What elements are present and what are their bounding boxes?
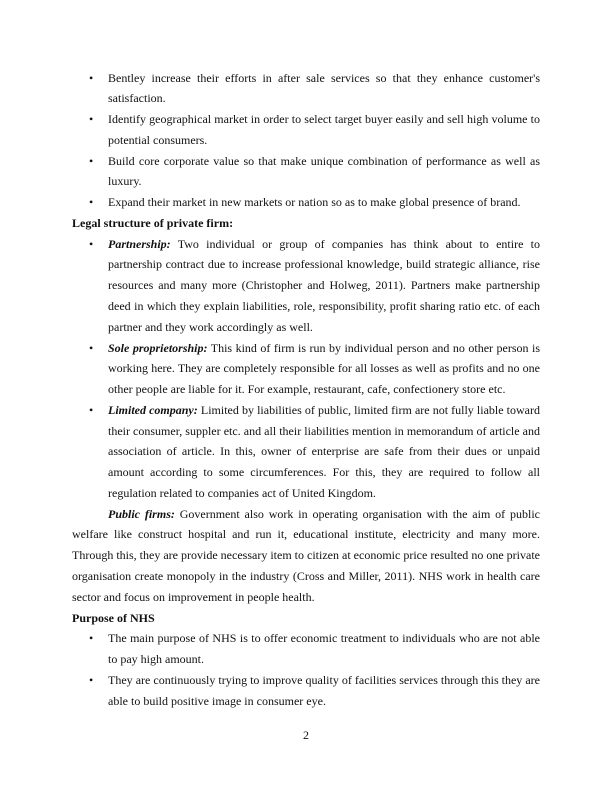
page-number: 2 [303,728,309,742]
bullet-icon: • [89,112,94,127]
legal-structure-heading: Legal structure of private firm: [72,215,234,230]
list-item [72,109,540,151]
bullet-icon: • [89,672,94,687]
term-label: Partnership: [108,236,171,251]
list-item-text: Bentley increase their efforts in after sale services so that they enhance customer's satisfaction. [108,70,540,106]
list-item-text: Limited by liabilities of public, limited firm are not fully liable toward their consumer, suppler etc. and all their liabilities mention in memorandum of article and association of article. In this, owner of enterprise are safe from their dues or unpaid amount according to some circumferences. For this, they are required to follow all regulation related to companies act of United Kingdom. [108,402,540,500]
list-item-text: This kind of firm is run by individual person and no other person is working here. They are completely responsible for all losses as well as profits and no one other people are liable for it. For example, restaurant, cafe, confectionery store etc. [108,340,540,397]
term-label: Public firms: [108,506,175,521]
nhs-bullet-list [72,628,540,711]
document-body [72,68,540,712]
strategy-bullet-list [72,68,540,213]
bullet-icon: • [89,236,94,251]
nhs-purpose-heading: Purpose of NHS [72,610,155,625]
list-item [72,151,540,193]
list-item-text: Build core corporate value so that make unique combination of performance as well as luxury. [108,153,540,189]
term-label: Limited company: [108,402,198,417]
list-item [72,234,540,338]
bullet-icon: • [89,153,94,168]
bullet-icon: • [89,631,94,646]
bullet-icon: • [89,402,94,417]
legal-structure-list [72,234,540,504]
list-item [72,628,540,670]
list-item-text: Two individual or group of companies has think about to entire to partnership contract due to increase professional knowledge, build strategic alliance, rise resources and many more (Christopher and Holweg, 2011). Partners make partnership deed in which they explain liabilities, role, responsibility, profit sharing ratio etc. of each partner and they work accordingly as well. [108,236,540,334]
list-item [72,400,540,504]
paragraph-text: Government also work in operating organisation with the aim of public welfare like construct hospital and run it, educational institute, electricity and many more. Through this, they are provide necessary item to citizen at economic price resulted no one private organisation create monopoly in the industry (Cross and Miller, 2011). NHS work in health care sector and focus on improvement in people health. [72,506,540,604]
list-item [72,670,540,712]
public-firms-paragraph [72,504,540,608]
list-item-text: They are continuously trying to improve quality of facilities services through this they are able to build positive image in consumer eye. [108,672,540,708]
bullet-icon: • [89,340,94,355]
bullet-icon: • [89,195,94,210]
list-item [72,192,540,213]
list-item-text: The main purpose of NHS is to offer economic treatment to individuals who are not able to pay high amount. [108,631,540,667]
list-item-text: Expand their market in new markets or nation so as to make global presence of brand. [108,195,521,210]
list-item-text: Identify geographical market in order to select target buyer easily and sell high volume to potential consumers. [108,112,540,147]
list-item [72,68,540,110]
list-item [72,338,540,400]
term-label: Sole proprietorship: [108,340,208,355]
bullet-icon: • [89,70,94,85]
